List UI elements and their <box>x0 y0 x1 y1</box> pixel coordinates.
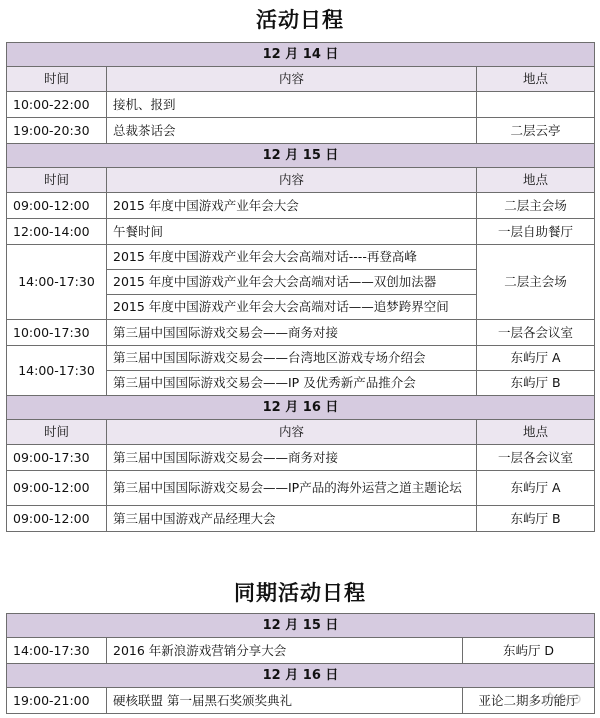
table-row <box>7 92 595 118</box>
time-cell: 14:00-17:30 <box>7 245 107 320</box>
watermark-logo-icon <box>540 690 582 708</box>
place-cell: 东屿厅 B <box>477 371 595 396</box>
place-cell: 东屿厅 A <box>477 471 595 506</box>
time-cell: 09:00-12:00 <box>7 471 107 506</box>
content-cell: 午餐时间 <box>107 219 477 245</box>
time-cell: 10:00-22:00 <box>7 92 107 118</box>
concurrent-schedule-table <box>6 613 595 714</box>
place-cell: 一层各会议室 <box>477 320 595 346</box>
column-header-content: 内容 <box>107 67 477 92</box>
table-row <box>7 320 595 346</box>
column-header-place: 地点 <box>477 67 595 92</box>
content-cell: 第三届中国国际游戏交易会——台湾地区游戏专场介绍会 <box>107 346 477 371</box>
content-cell: 总裁茶话会 <box>107 118 477 144</box>
time-cell: 19:00-21:00 <box>7 688 107 714</box>
column-header-content: 内容 <box>107 420 477 445</box>
content-cell: 第三届中国国际游戏交易会——IP产品的海外运营之道主题论坛 <box>107 471 477 506</box>
content-cell: 第三届中国国际游戏交易会——商务对接 <box>107 445 477 471</box>
content-cell: 2015 年度中国游戏产业年会大会 <box>107 193 477 219</box>
date-header: 12 月 16 日 <box>7 396 595 420</box>
time-cell: 10:00-17:30 <box>7 320 107 346</box>
content-cell: 2015 年度中国游戏产业年会大会高端对话——追梦跨界空间 <box>107 295 477 320</box>
column-header-place: 地点 <box>477 168 595 193</box>
place-cell: 二层主会场 <box>477 193 595 219</box>
place-cell: 二层主会场 <box>477 245 595 320</box>
content-cell: 2016 年新浪游戏营销分享大会 <box>107 638 463 664</box>
main-schedule-table <box>6 42 595 532</box>
table-row <box>7 471 595 506</box>
time-cell: 14:00-17:30 <box>7 638 107 664</box>
place-cell: 东屿厅 D <box>463 638 595 664</box>
place-cell: 二层云亭 <box>477 118 595 144</box>
date-header: 12 月 15 日 <box>7 614 595 638</box>
date-header: 12 月 14 日 <box>7 43 595 67</box>
content-cell: 硬核联盟 第一届黑石奖颁奖典礼 <box>107 688 463 714</box>
table-row <box>7 118 595 144</box>
table-row <box>7 193 595 219</box>
time-cell: 09:00-12:00 <box>7 193 107 219</box>
page-title: 活动日程 <box>256 8 344 32</box>
date-header: 12 月 16 日 <box>7 664 595 688</box>
table-row <box>7 506 595 532</box>
section-title: 同期活动日程 <box>234 581 366 605</box>
place-cell: 亚论二期多功能厅 <box>463 688 595 714</box>
time-cell: 19:00-20:30 <box>7 118 107 144</box>
table-row <box>7 688 595 714</box>
table-row <box>7 346 595 371</box>
column-header-time: 时间 <box>7 420 107 445</box>
content-cell: 第三届中国国际游戏交易会——商务对接 <box>107 320 477 346</box>
content-cell: 接机、报到 <box>107 92 477 118</box>
content-cell: 2015 年度中国游戏产业年会大会高端对话----再登高峰 <box>107 245 477 270</box>
time-cell: 14:00-17:30 <box>7 346 107 396</box>
table-row <box>7 219 595 245</box>
place-cell: 东屿厅 A <box>477 346 595 371</box>
column-header-content: 内容 <box>107 168 477 193</box>
place-cell <box>477 92 595 118</box>
content-cell: 2015 年度中国游戏产业年会大会高端对话——双创加法器 <box>107 270 477 295</box>
time-cell: 09:00-17:30 <box>7 445 107 471</box>
place-cell: 一层自助餐厅 <box>477 219 595 245</box>
time-cell: 12:00-14:00 <box>7 219 107 245</box>
date-header: 12 月 15 日 <box>7 144 595 168</box>
place-cell: 一层各会议室 <box>477 445 595 471</box>
time-cell: 09:00-12:00 <box>7 506 107 532</box>
place-cell: 东屿厅 B <box>477 506 595 532</box>
content-cell: 第三届中国国际游戏交易会——IP 及优秀新产品推介会 <box>107 371 477 396</box>
column-header-time: 时间 <box>7 168 107 193</box>
table-row <box>7 245 595 270</box>
column-header-place: 地点 <box>477 420 595 445</box>
table-row <box>7 445 595 471</box>
column-header-time: 时间 <box>7 67 107 92</box>
table-row <box>7 638 595 664</box>
content-cell: 第三届中国游戏产品经理大会 <box>107 506 477 532</box>
